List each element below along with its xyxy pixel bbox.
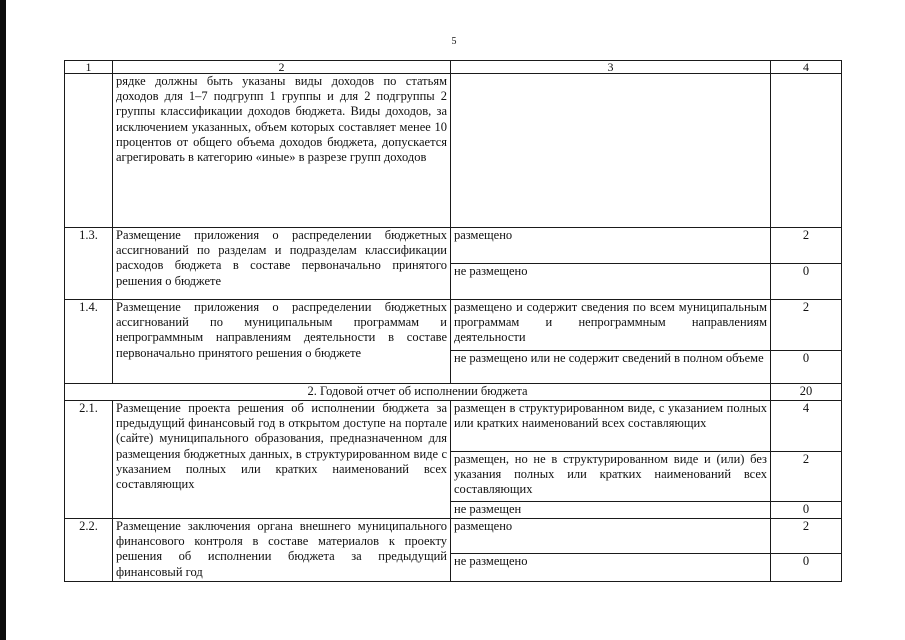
row-option: [451, 74, 771, 228]
row-option: размещено и содержит сведения по всем муниципальным программам и непрограммным направлениям деятельности: [451, 300, 771, 351]
header-cell: 2: [113, 61, 451, 74]
row-option: размещен, но не в структурированном виде и (или) без указания полных или кратких наименований всех составляющих: [451, 452, 771, 502]
row-option: размещен в структурированном виде, с указанием полных или кратких наименований всех составляющих: [451, 401, 771, 452]
row-points: 4: [771, 401, 842, 452]
row-description: Размещение проекта решения об исполнении бюджета за предыдущий финансовый год в открытом доступе на портале (сайте) муниципального образования, предназначенном для размещения бюджетных данных, в структурированном виде с указанием полных или кратких наименований всех составляющих: [113, 401, 451, 519]
header-cell: 3: [451, 61, 771, 74]
row-points: 2: [771, 300, 842, 351]
row-points: 2: [771, 452, 842, 502]
row-description: Размещение заключения органа внешнего муниципального финансового контроля в составе материалов к проекту решения об исполнении бюджета за предыдущий финансовый год: [113, 519, 451, 582]
header-cell: 4: [771, 61, 842, 74]
row-points: [771, 74, 842, 228]
table-row: [65, 519, 842, 554]
row-description: Размещение приложения о распределении бюджетных ассигнований по муниципальным программам и непрограммным направлениям деятельности в составе первоначально принятого решения о бюджете: [113, 300, 451, 384]
row-number: 1.4.: [65, 300, 113, 384]
section-points: 20: [771, 384, 842, 401]
row-option: размещено: [451, 228, 771, 264]
row-points: 0: [771, 264, 842, 300]
row-number: 2.1.: [65, 401, 113, 519]
row-points: 2: [771, 519, 842, 554]
row-description: рядке должны быть указаны виды доходов по статьям доходов для 1–7 подгрупп 1 группы и для 2 подгруппы 2 группы классификации доходов бюджета. Виды доходов, за исключением указанных, объем которых составляет менее 10 процентов от общего объема доходов бюджета, допускается агрегировать в категорию «иные» в разрезе групп доходов: [113, 74, 451, 228]
row-option: не размещен: [451, 502, 771, 519]
row-points: 2: [771, 228, 842, 264]
row-option: размещено: [451, 519, 771, 554]
header-row: [65, 61, 842, 74]
row-points: 0: [771, 351, 842, 384]
row-number: 2.2.: [65, 519, 113, 582]
table-row: [65, 300, 842, 351]
table-row: [65, 74, 842, 228]
row-number: 1.3.: [65, 228, 113, 300]
row-option: не размещено: [451, 554, 771, 582]
row-option: не размещено или не содержит сведений в полном объеме: [451, 351, 771, 384]
section-title: 2. Годовой отчет об исполнении бюджета: [65, 384, 771, 401]
criteria-table: [64, 60, 842, 582]
row-option: не размещено: [451, 264, 771, 300]
table-row: [65, 228, 842, 264]
row-points: 0: [771, 502, 842, 519]
header-cell: 1: [65, 61, 113, 74]
row-description: Размещение приложения о распределении бюджетных ассигнований по разделам и подразделам классификации расходов бюджета в составе первоначально принятого решения о бюджете: [113, 228, 451, 300]
section-row: [65, 384, 842, 401]
row-points: 0: [771, 554, 842, 582]
table-row: [65, 401, 842, 452]
page-edge-bar: [0, 0, 6, 640]
row-number: [65, 74, 113, 228]
page-number: 5: [451, 36, 457, 47]
